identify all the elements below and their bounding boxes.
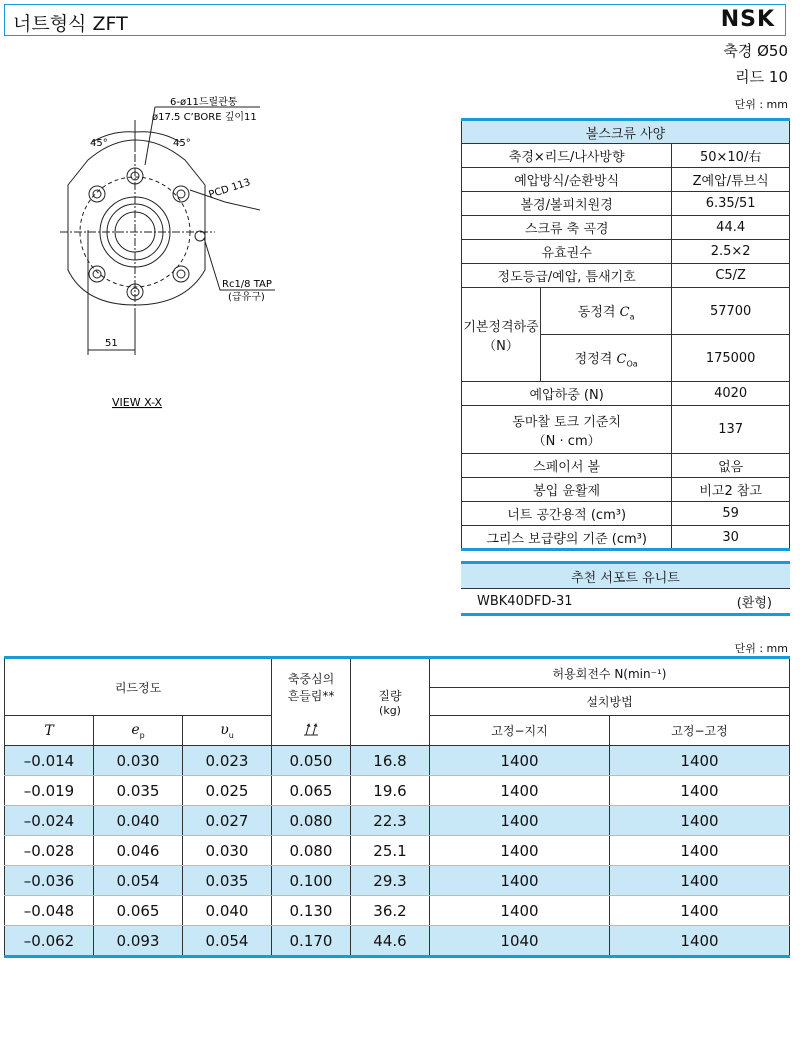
cell-mass: 44.6 <box>351 926 430 957</box>
cell-mass: 36.2 <box>351 896 430 926</box>
cell-mass: 22.3 <box>351 806 430 836</box>
torque-label-1: 동마찰 토크 기준치 <box>512 414 622 430</box>
cell-fix-sup: 1400 <box>430 776 610 806</box>
runout-header-2: 흔들림** <box>287 689 335 704</box>
cell-vu: 0.027 <box>183 806 272 836</box>
unit-label-top: 단위 : mm <box>734 98 788 111</box>
cell-ep: 0.046 <box>94 836 183 866</box>
accuracy-table <box>4 656 790 958</box>
basic-load-label <box>462 288 541 382</box>
static-symbol: C <box>616 351 627 367</box>
spec-value: 2.5×2 <box>672 240 790 264</box>
cell-fix-sup: 1400 <box>430 806 610 836</box>
spec-label: 너트 공간용적 (cm³) <box>462 502 672 526</box>
table-row <box>5 866 790 896</box>
cell-vu: 0.023 <box>183 746 272 776</box>
hole-label: 6-ø11드릴관통 <box>170 97 238 108</box>
cell-fix-fix: 1400 <box>610 836 790 866</box>
cell-ep: 0.065 <box>94 896 183 926</box>
cell-runout: 0.080 <box>272 806 351 836</box>
cell-fix-sup: 1400 <box>430 866 610 896</box>
runout-header-1: 축중심의 <box>287 672 335 687</box>
cell-fix-fix: 1400 <box>610 776 790 806</box>
support-heading: 추천 서포트 유니트 <box>461 563 790 589</box>
lead-value: 리드 10 <box>735 68 788 86</box>
cell-runout: 0.170 <box>272 926 351 957</box>
col-fix-sup: 고정−지지 <box>430 716 610 746</box>
cell-ep: 0.040 <box>94 806 183 836</box>
title-box <box>4 4 786 36</box>
cell-fix-sup: 1040 <box>430 926 610 957</box>
spec-label: 유효권수 <box>462 240 672 264</box>
cell-T: –0.014 <box>5 746 94 776</box>
spec-value: 없음 <box>672 454 790 478</box>
mass-header <box>351 658 430 746</box>
spec-value: 30 <box>672 526 790 550</box>
cell-vu: 0.025 <box>183 776 272 806</box>
brand-logo: NSK <box>720 7 775 32</box>
dynamic-label-text: 동정격 <box>577 304 616 320</box>
cell-runout: 0.080 <box>272 836 351 866</box>
spec-label: 축경×리드/나사방향 <box>462 144 672 168</box>
spec-label: 스페이서 볼 <box>462 454 672 478</box>
cell-fix-fix: 1400 <box>610 926 790 957</box>
spec-label: 스크류 축 곡경 <box>462 216 672 240</box>
cell-T: –0.048 <box>5 896 94 926</box>
page-title: 너트형식 ZFT <box>13 13 128 35</box>
nut-flange-drawing <box>0 80 420 420</box>
cell-runout: 0.100 <box>272 866 351 896</box>
angle-label-left: 45° <box>90 138 108 149</box>
basic-load-label-2: （N） <box>483 338 519 354</box>
col-vu <box>183 716 272 746</box>
cell-fix-fix: 1400 <box>610 866 790 896</box>
spec-heading: 볼스크류 사양 <box>462 120 790 144</box>
cell-fix-sup: 1400 <box>430 896 610 926</box>
col-vu-sub: u <box>228 730 234 740</box>
tap-note: (급유구) <box>228 292 265 303</box>
spec-value: 50×10/右 <box>672 144 790 168</box>
lead-accuracy-header: 리드정도 <box>5 658 272 716</box>
spec-value: Z예압/튜브식 <box>672 168 790 192</box>
speed-header: 허용회전수 N(min⁻¹) <box>430 658 790 688</box>
mass-header-text: 질량 <box>378 689 402 703</box>
col-vu-text: υ <box>220 721 229 738</box>
spec-label: 볼경/볼피치원경 <box>462 192 672 216</box>
cell-T: –0.028 <box>5 836 94 866</box>
spec-label: 예압방식/순환방식 <box>462 168 672 192</box>
col-T <box>5 716 94 746</box>
cell-mass: 16.8 <box>351 746 430 776</box>
spec-label: 그리스 보급량의 기준 (cm³) <box>462 526 672 550</box>
pcd-label: PCD 113 <box>207 177 252 201</box>
support-table <box>461 561 790 616</box>
unit-label-bottom: 단위 : mm <box>734 642 788 655</box>
shaft-diameter: 축경 Ø50 <box>723 42 788 60</box>
cell-T: –0.062 <box>5 926 94 957</box>
spec-table <box>461 118 790 551</box>
torque-label <box>462 406 672 454</box>
cell-vu: 0.054 <box>183 926 272 957</box>
bore-label: ø17.5 C’BORE 깊이11 <box>152 112 257 123</box>
static-sub: Oa <box>626 359 638 369</box>
spec-value: C5/Z <box>672 264 790 288</box>
angle-label-right: 45° <box>173 138 191 149</box>
dynamic-load-label <box>541 288 672 335</box>
cell-runout: 0.065 <box>272 776 351 806</box>
static-load-value: 175000 <box>672 335 790 382</box>
col-ep-text: e <box>131 721 140 738</box>
torque-value: 137 <box>672 406 790 454</box>
cell-mass: 19.6 <box>351 776 430 806</box>
cell-fix-fix: 1400 <box>610 806 790 836</box>
cell-ep: 0.030 <box>94 746 183 776</box>
table-row <box>5 776 790 806</box>
cell-fix-fix: 1400 <box>610 746 790 776</box>
cell-ep: 0.093 <box>94 926 183 957</box>
static-load-label <box>541 335 672 382</box>
dynamic-load-value: 57700 <box>672 288 790 335</box>
col-ep-sub: p <box>139 730 145 740</box>
spec-value: 비고2 참고 <box>672 478 790 502</box>
cell-runout: 0.050 <box>272 746 351 776</box>
cell-vu: 0.035 <box>183 866 272 896</box>
runout-header <box>272 658 351 716</box>
cell-T: –0.019 <box>5 776 94 806</box>
static-label-text: 정정격 <box>574 351 613 367</box>
cell-T: –0.036 <box>5 866 94 896</box>
support-type: (환형) <box>683 589 790 615</box>
table-row <box>5 896 790 926</box>
cell-fix-sup: 1400 <box>430 836 610 866</box>
table-row <box>5 746 790 776</box>
mass-unit: (kg) <box>379 704 401 717</box>
spec-label: 예압하중 (N) <box>462 382 672 406</box>
dynamic-sub: a <box>629 312 635 322</box>
view-label: VIEW X-X <box>112 396 163 409</box>
cell-mass: 25.1 <box>351 836 430 866</box>
cell-ep: 0.054 <box>94 866 183 896</box>
support-model: WBK40DFD-31 <box>461 589 683 615</box>
spec-value: 59 <box>672 502 790 526</box>
cell-fix-fix: 1400 <box>610 896 790 926</box>
table-row <box>5 806 790 836</box>
cell-T: –0.024 <box>5 806 94 836</box>
spec-value: 4020 <box>672 382 790 406</box>
col-ep <box>94 716 183 746</box>
cell-mass: 29.3 <box>351 866 430 896</box>
cell-vu: 0.040 <box>183 896 272 926</box>
cell-runout: 0.130 <box>272 896 351 926</box>
cell-ep: 0.035 <box>94 776 183 806</box>
torque-label-2: （N · cm） <box>532 433 601 449</box>
table-row <box>5 836 790 866</box>
spec-label: 봉입 윤활제 <box>462 478 672 502</box>
col-fix-fix: 고정−고정 <box>610 716 790 746</box>
spec-value: 44.4 <box>672 216 790 240</box>
tap-label: Rc1/8 TAP <box>222 279 272 290</box>
dynamic-symbol: C <box>619 304 630 320</box>
table-row <box>5 926 790 957</box>
spec-label: 정도등급/예압, 틈새기호 <box>462 264 672 288</box>
spec-value: 6.35/51 <box>672 192 790 216</box>
basic-load-label-1: 기본정격하중 <box>463 319 539 335</box>
col-T-text: T <box>44 722 54 739</box>
dimension-51: 51 <box>105 338 118 349</box>
cell-vu: 0.030 <box>183 836 272 866</box>
cell-fix-sup: 1400 <box>430 746 610 776</box>
runout-icon <box>272 716 351 746</box>
mount-header: 설치방법 <box>430 688 790 716</box>
